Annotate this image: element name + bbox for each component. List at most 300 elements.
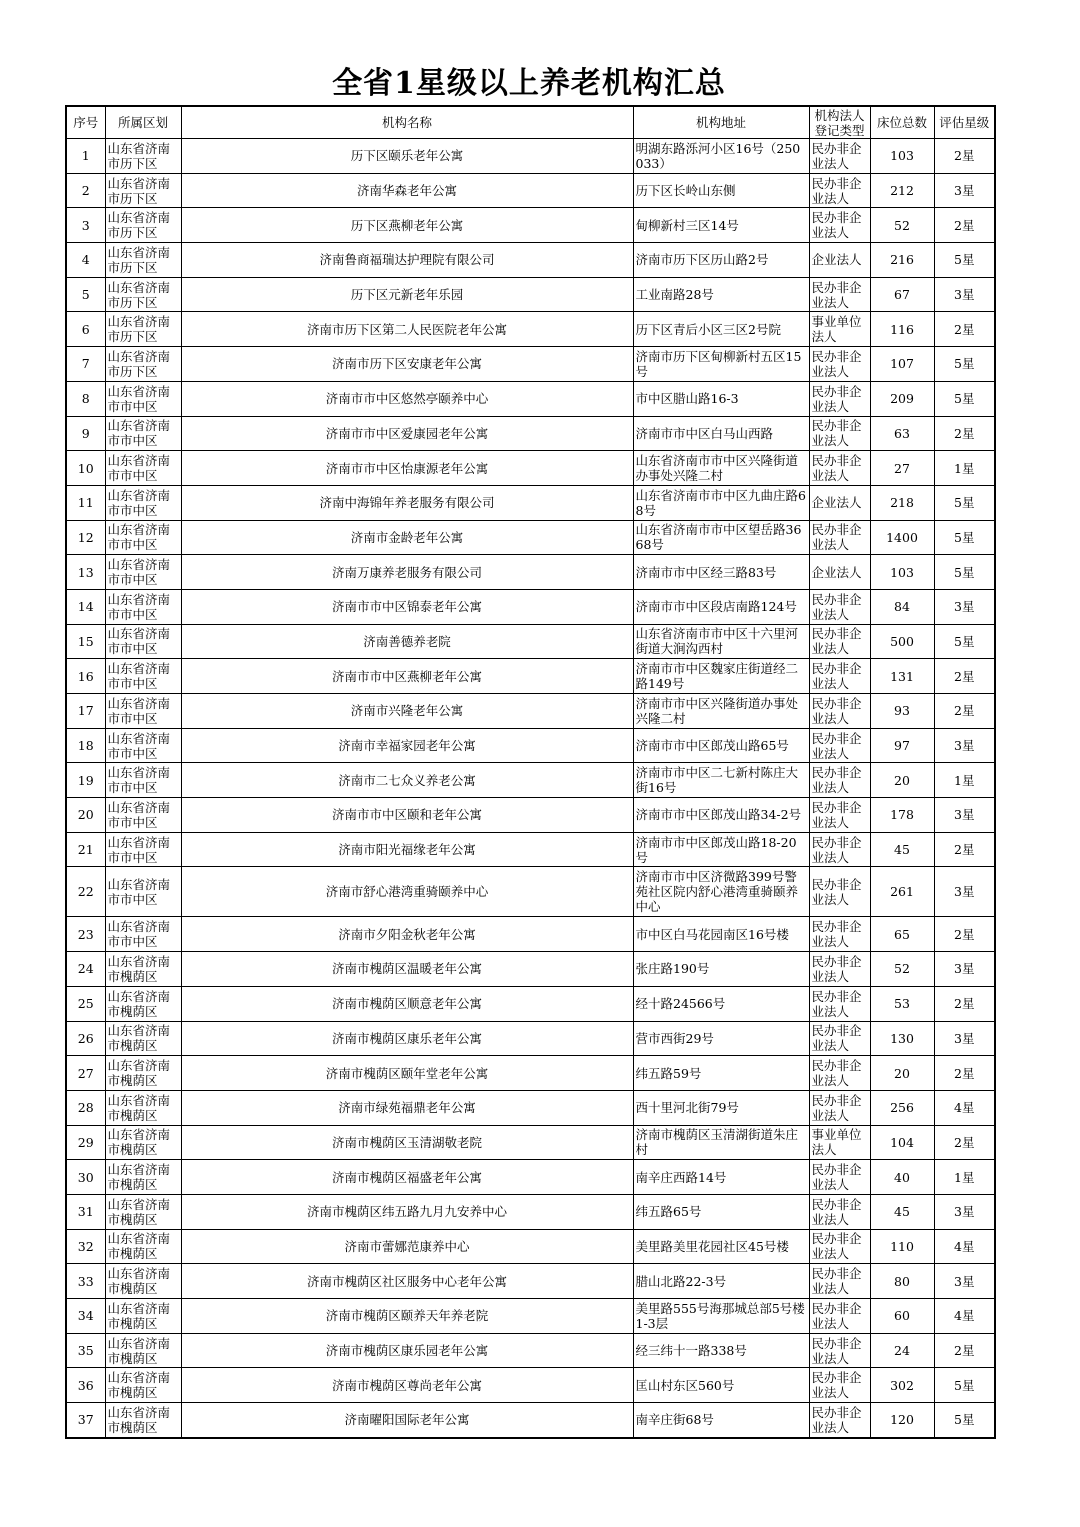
row-name-text: 济南市绿苑福鼎老年公寓 — [338, 1100, 476, 1116]
row-stars — [934, 416, 995, 451]
row-beds — [870, 381, 934, 416]
row-region-text: 山东省济南市槐荫区 — [107, 1266, 171, 1297]
row-region — [105, 728, 181, 763]
row-number — [66, 763, 105, 798]
row-type — [809, 485, 870, 520]
row-region — [105, 451, 181, 486]
row-beds-text: 63 — [894, 425, 910, 441]
row-address — [633, 1056, 809, 1091]
row-beds-text: 40 — [894, 1169, 910, 1185]
row-type-text: 事业单位法人 — [811, 314, 862, 345]
row-beds-text: 60 — [894, 1308, 910, 1324]
row-beds-text: 256 — [890, 1100, 914, 1116]
row-stars — [934, 624, 995, 659]
row-number-text: 31 — [77, 1204, 94, 1220]
row-address — [633, 1160, 809, 1195]
row-region — [105, 952, 181, 987]
row-address — [633, 1368, 809, 1403]
row-name — [181, 1299, 633, 1334]
row-stars-text: 5星 — [954, 252, 975, 268]
row-beds-text: 1400 — [886, 529, 918, 545]
table-row — [66, 485, 995, 520]
row-name-text: 济南市槐荫区颐养天年养老院 — [325, 1308, 489, 1324]
row-stars — [934, 1194, 995, 1229]
table-row — [66, 659, 995, 694]
row-region-text: 山东省济南市市中区 — [107, 453, 171, 484]
row-number — [66, 589, 105, 624]
row-name — [181, 867, 633, 917]
row-type-text: 民办非企业法人 — [811, 876, 862, 907]
row-type-text: 企业法人 — [811, 252, 862, 268]
table-row — [66, 1264, 995, 1299]
row-type-text: 民办非企业法人 — [811, 1266, 862, 1297]
row-number-text: 3 — [81, 217, 90, 233]
row-type-text: 民办非企业法人 — [811, 279, 862, 310]
table-row — [66, 694, 995, 729]
row-address — [633, 694, 809, 729]
row-address-text: 山东省济南市市中区望岳路3668号 — [635, 522, 802, 553]
row-type — [809, 277, 870, 312]
row-number — [66, 451, 105, 486]
row-name — [181, 952, 633, 987]
row-number-text: 1 — [81, 148, 90, 164]
table-row — [66, 1090, 995, 1125]
table-row — [66, 277, 995, 312]
row-name — [181, 763, 633, 798]
row-number — [66, 986, 105, 1021]
row-region-text: 山东省济南市槐荫区 — [107, 1370, 171, 1401]
row-number-text: 28 — [77, 1100, 94, 1116]
table-row — [66, 347, 995, 382]
row-beds-text: 104 — [890, 1134, 914, 1150]
table-row — [66, 416, 995, 451]
row-name-text: 济南市槐荫区温暖老年公寓 — [331, 961, 482, 977]
row-beds-text: 53 — [894, 996, 910, 1012]
row-region — [105, 798, 181, 833]
row-address-text: 济南市市中区魏家庄街道经二路149号 — [635, 661, 799, 692]
row-stars — [934, 1333, 995, 1368]
row-name-text: 济南市阳光福缘老年公寓 — [338, 842, 476, 858]
header-type: 机构法人登记类型 — [809, 106, 870, 139]
row-type-text: 民办非企业法人 — [811, 1162, 862, 1193]
row-region — [105, 416, 181, 451]
table-row — [66, 312, 995, 347]
row-beds-text: 103 — [890, 148, 914, 164]
row-address-text: 纬五路59号 — [635, 1065, 702, 1081]
row-name-text: 济南市幸福家园老年公寓 — [338, 738, 476, 754]
header-beds: 床位总数 — [870, 106, 934, 139]
row-region — [105, 1333, 181, 1368]
row-address-text: 济南市市中区郎茂山路65号 — [635, 738, 789, 754]
row-type-text: 民办非企业法人 — [811, 453, 862, 484]
row-beds-text: 20 — [894, 1065, 910, 1081]
row-name — [181, 1090, 633, 1125]
row-region-text: 山东省济南市槐荫区 — [107, 1162, 171, 1193]
row-address — [633, 917, 809, 952]
row-number-text: 35 — [77, 1343, 94, 1359]
row-stars-text: 5星 — [954, 633, 975, 649]
row-type — [809, 1403, 870, 1438]
row-region-text: 山东省济南市历下区 — [107, 244, 171, 275]
row-beds-text: 216 — [890, 252, 914, 268]
row-name-text: 济南万康养老服务有限公司 — [331, 564, 482, 580]
row-stars-text: 5星 — [954, 356, 975, 372]
row-type — [809, 624, 870, 659]
row-beds — [870, 1056, 934, 1091]
row-number-text: 4 — [81, 252, 90, 268]
row-name — [181, 1160, 633, 1195]
row-beds-text: 93 — [894, 703, 910, 719]
row-stars-text: 1星 — [954, 1169, 975, 1185]
row-type-text: 民办非企业法人 — [811, 1335, 862, 1366]
row-region-text: 山东省济南市槐荫区 — [107, 1058, 171, 1089]
row-address-text: 山东省济南市市中区九曲庄路68号 — [635, 487, 806, 518]
row-type — [809, 139, 870, 174]
row-beds — [870, 728, 934, 763]
row-number — [66, 1160, 105, 1195]
row-beds-text: 116 — [890, 321, 914, 337]
row-stars — [934, 1160, 995, 1195]
row-address-text: 济南市市中区经三路83号 — [635, 564, 777, 580]
row-stars-text: 3星 — [954, 1273, 975, 1289]
table-row — [66, 917, 995, 952]
row-type — [809, 1125, 870, 1160]
row-number-text: 19 — [77, 772, 94, 788]
row-stars — [934, 728, 995, 763]
row-stars — [934, 1056, 995, 1091]
row-type — [809, 798, 870, 833]
row-address — [633, 208, 809, 243]
row-address-text: 甸柳新村三区14号 — [635, 217, 739, 233]
row-number-text: 33 — [77, 1273, 94, 1289]
row-stars — [934, 485, 995, 520]
row-beds — [870, 312, 934, 347]
row-number-text: 6 — [81, 321, 90, 337]
row-address — [633, 139, 809, 174]
row-beds — [870, 139, 934, 174]
row-name — [181, 659, 633, 694]
row-stars-text: 5星 — [954, 564, 975, 580]
row-name-text: 济南市市中区爱康园老年公寓 — [325, 425, 489, 441]
row-stars — [934, 277, 995, 312]
row-beds-text: 130 — [890, 1030, 914, 1046]
row-number-text: 13 — [77, 564, 94, 580]
table-row — [66, 1229, 995, 1264]
row-region-text: 山东省济南市市中区 — [107, 626, 171, 657]
table-row — [66, 139, 995, 174]
row-stars-text: 1星 — [954, 460, 975, 476]
row-number-text: 21 — [77, 842, 94, 858]
table-row — [66, 763, 995, 798]
row-region — [105, 1229, 181, 1264]
row-type — [809, 763, 870, 798]
row-name — [181, 1333, 633, 1368]
row-number-text: 36 — [77, 1377, 94, 1393]
row-stars — [934, 1021, 995, 1056]
row-type-text: 民办非企业法人 — [811, 765, 862, 796]
row-number — [66, 1333, 105, 1368]
row-address — [633, 1229, 809, 1264]
row-type — [809, 520, 870, 555]
row-number — [66, 520, 105, 555]
row-beds — [870, 277, 934, 312]
row-beds — [870, 1333, 934, 1368]
row-number — [66, 1090, 105, 1125]
table-row — [66, 381, 995, 416]
row-region-text: 山东省济南市历下区 — [107, 140, 171, 171]
row-stars-text: 2星 — [954, 425, 975, 441]
row-stars-text: 3星 — [954, 738, 975, 754]
row-number-text: 23 — [77, 926, 94, 942]
row-type — [809, 728, 870, 763]
row-number-text: 5 — [81, 287, 90, 303]
row-number-text: 20 — [77, 807, 94, 823]
row-stars — [934, 381, 995, 416]
row-type — [809, 917, 870, 952]
row-beds — [870, 1090, 934, 1125]
row-name-text: 济南市兴隆老年公寓 — [350, 703, 464, 719]
row-stars-text: 4星 — [954, 1100, 975, 1116]
row-address — [633, 347, 809, 382]
row-name-text: 济南市槐荫区康乐园老年公寓 — [325, 1343, 489, 1359]
row-name — [181, 347, 633, 382]
row-region-text: 山东省济南市市中区 — [107, 765, 171, 796]
row-type-text: 企业法人 — [811, 564, 862, 580]
row-stars — [934, 243, 995, 278]
row-region-text: 山东省济南市历下区 — [107, 348, 171, 379]
row-region — [105, 589, 181, 624]
row-number — [66, 1403, 105, 1438]
row-type-text: 民办非企业法人 — [811, 953, 862, 984]
row-beds — [870, 1125, 934, 1160]
row-beds-text: 45 — [894, 842, 910, 858]
row-number — [66, 312, 105, 347]
row-region-text: 山东省济南市槐荫区 — [107, 1404, 171, 1435]
row-beds — [870, 589, 934, 624]
row-type — [809, 832, 870, 867]
row-type-text: 民办非企业法人 — [811, 1404, 862, 1435]
row-region-text: 山东省济南市槐荫区 — [107, 1127, 171, 1158]
row-type-text: 民办非企业法人 — [811, 695, 862, 726]
row-type — [809, 589, 870, 624]
row-name — [181, 416, 633, 451]
row-type — [809, 312, 870, 347]
row-name — [181, 798, 633, 833]
row-stars-text: 5星 — [954, 391, 975, 407]
row-region-text: 山东省济南市市中区 — [107, 591, 171, 622]
row-name-text: 济南市历下区第二人民医院老年公寓 — [306, 321, 507, 337]
row-stars-text: 3星 — [954, 961, 975, 977]
row-number — [66, 1194, 105, 1229]
row-address — [633, 986, 809, 1021]
row-name — [181, 555, 633, 590]
row-address — [633, 589, 809, 624]
row-region — [105, 1403, 181, 1438]
row-stars — [934, 867, 995, 917]
row-stars — [934, 1090, 995, 1125]
row-name — [181, 728, 633, 763]
row-number-text: 12 — [77, 529, 94, 545]
row-name-text: 济南市金龄老年公寓 — [350, 529, 464, 545]
table-row — [66, 555, 995, 590]
row-stars-text: 3星 — [954, 287, 975, 303]
row-address-text: 市中区白马花园南区16号楼 — [635, 926, 789, 942]
row-type-text: 民办非企业法人 — [811, 919, 862, 950]
row-number — [66, 1299, 105, 1334]
table-row — [66, 1403, 995, 1438]
row-region — [105, 763, 181, 798]
row-stars — [934, 451, 995, 486]
row-name — [181, 1056, 633, 1091]
row-address — [633, 243, 809, 278]
row-type-text: 民办非企业法人 — [811, 348, 862, 379]
row-region-text: 山东省济南市市中区 — [107, 383, 171, 414]
row-number-text: 11 — [77, 495, 94, 511]
institutions-table — [65, 105, 996, 1439]
row-number-text: 17 — [77, 703, 94, 719]
row-address — [633, 381, 809, 416]
row-type-text: 民办非企业法人 — [811, 1023, 862, 1054]
row-name-text: 济南曜阳国际老年公寓 — [344, 1412, 470, 1428]
row-name — [181, 520, 633, 555]
row-beds-text: 110 — [890, 1238, 914, 1254]
row-beds-text: 27 — [894, 460, 910, 476]
row-number-text: 16 — [77, 668, 94, 684]
row-name-text: 济南市槐荫区纬五路九月九安养中心 — [306, 1204, 507, 1220]
row-type — [809, 659, 870, 694]
row-type-text: 民办非企业法人 — [811, 626, 862, 657]
row-address-text: 经十路24566号 — [635, 996, 726, 1012]
row-name — [181, 1264, 633, 1299]
row-beds-text: 24 — [894, 1343, 910, 1359]
row-type — [809, 986, 870, 1021]
row-address-text: 济南市市中区白马山西路 — [635, 425, 774, 441]
row-type-text: 民办非企业法人 — [811, 1058, 862, 1089]
row-region-text: 山东省济南市市中区 — [107, 876, 171, 907]
row-address — [633, 1333, 809, 1368]
row-beds-text: 65 — [894, 926, 910, 942]
row-type-text: 民办非企业法人 — [811, 210, 862, 241]
row-name — [181, 1125, 633, 1160]
row-beds — [870, 1264, 934, 1299]
row-region — [105, 1264, 181, 1299]
header-row — [66, 106, 995, 139]
row-address — [633, 520, 809, 555]
row-stars-text: 3星 — [954, 1030, 975, 1046]
row-beds — [870, 832, 934, 867]
row-type — [809, 1194, 870, 1229]
row-stars-text: 2星 — [954, 1065, 975, 1081]
row-name — [181, 451, 633, 486]
row-address-text: 济南市市中区二七新村陈庄大街16号 — [635, 765, 799, 796]
row-region-text: 山东省济南市市中区 — [107, 695, 171, 726]
row-number-text: 34 — [77, 1308, 94, 1324]
row-name-text: 济南市槐荫区顺意老年公寓 — [331, 996, 482, 1012]
row-number — [66, 555, 105, 590]
row-address — [633, 867, 809, 917]
row-type — [809, 1299, 870, 1334]
row-type — [809, 1333, 870, 1368]
row-type — [809, 1368, 870, 1403]
row-address-text: 腊山北路22-3号 — [635, 1273, 727, 1289]
row-name-text: 济南市舒心港湾重骑颐养中心 — [325, 884, 489, 900]
row-number-text: 10 — [77, 460, 94, 476]
row-name — [181, 173, 633, 208]
row-stars-text: 5星 — [954, 1412, 975, 1428]
row-type-text: 民办非企业法人 — [811, 834, 862, 865]
row-name-text: 济南华森老年公寓 — [356, 183, 457, 199]
row-type-text: 民办非企业法人 — [811, 591, 862, 622]
row-address-text: 工业南路28号 — [635, 287, 714, 303]
row-number — [66, 917, 105, 952]
row-beds — [870, 451, 934, 486]
row-number-text: 26 — [77, 1030, 94, 1046]
row-region — [105, 347, 181, 382]
row-address-text: 山东省济南市市中区十六里河街道大涧沟西村 — [635, 626, 799, 657]
row-number — [66, 728, 105, 763]
row-region — [105, 139, 181, 174]
row-number — [66, 173, 105, 208]
row-number — [66, 1264, 105, 1299]
row-region — [105, 485, 181, 520]
row-region — [105, 694, 181, 729]
row-stars-text: 3星 — [954, 884, 975, 900]
row-type — [809, 952, 870, 987]
row-region — [105, 312, 181, 347]
row-region — [105, 867, 181, 917]
row-address-text: 济南市市中区兴隆街道办事处兴隆二村 — [635, 695, 799, 726]
row-address — [633, 1403, 809, 1438]
header-address: 机构地址 — [633, 106, 809, 139]
row-name-text: 济南市二七众义养老公寓 — [338, 772, 476, 788]
row-name-text: 济南市槐荫区颐年堂老年公寓 — [325, 1065, 489, 1081]
row-region — [105, 624, 181, 659]
row-region-text: 山东省济南市槐荫区 — [107, 1335, 171, 1366]
row-beds — [870, 1160, 934, 1195]
row-number-text: 30 — [77, 1169, 94, 1185]
table-row — [66, 1368, 995, 1403]
row-address-text: 山东省济南市市中区兴隆街道办事处兴隆二村 — [635, 453, 799, 484]
row-name — [181, 243, 633, 278]
row-name-text: 历下区颐乐老年公寓 — [350, 148, 464, 164]
row-name-text: 济南市槐荫区福盛老年公寓 — [331, 1169, 482, 1185]
row-region — [105, 243, 181, 278]
row-address-text: 经三纬十一路338号 — [635, 1343, 747, 1359]
row-name-text: 济南市市中区颐和老年公寓 — [331, 807, 482, 823]
row-region — [105, 659, 181, 694]
row-beds — [870, 520, 934, 555]
table-row — [66, 1299, 995, 1334]
row-name — [181, 1403, 633, 1438]
row-stars — [934, 798, 995, 833]
row-address — [633, 659, 809, 694]
table-row — [66, 867, 995, 917]
row-region-text: 山东省济南市市中区 — [107, 661, 171, 692]
row-beds-text: 302 — [890, 1377, 914, 1393]
row-number — [66, 1125, 105, 1160]
row-address — [633, 832, 809, 867]
row-type — [809, 208, 870, 243]
row-type — [809, 347, 870, 382]
row-stars — [934, 1403, 995, 1438]
row-address-text: 营市西街29号 — [635, 1030, 714, 1046]
row-number-text: 25 — [77, 996, 94, 1012]
row-stars-text: 1星 — [954, 772, 975, 788]
row-type — [809, 1056, 870, 1091]
row-number — [66, 798, 105, 833]
row-number — [66, 381, 105, 416]
row-stars-text: 3星 — [954, 599, 975, 615]
